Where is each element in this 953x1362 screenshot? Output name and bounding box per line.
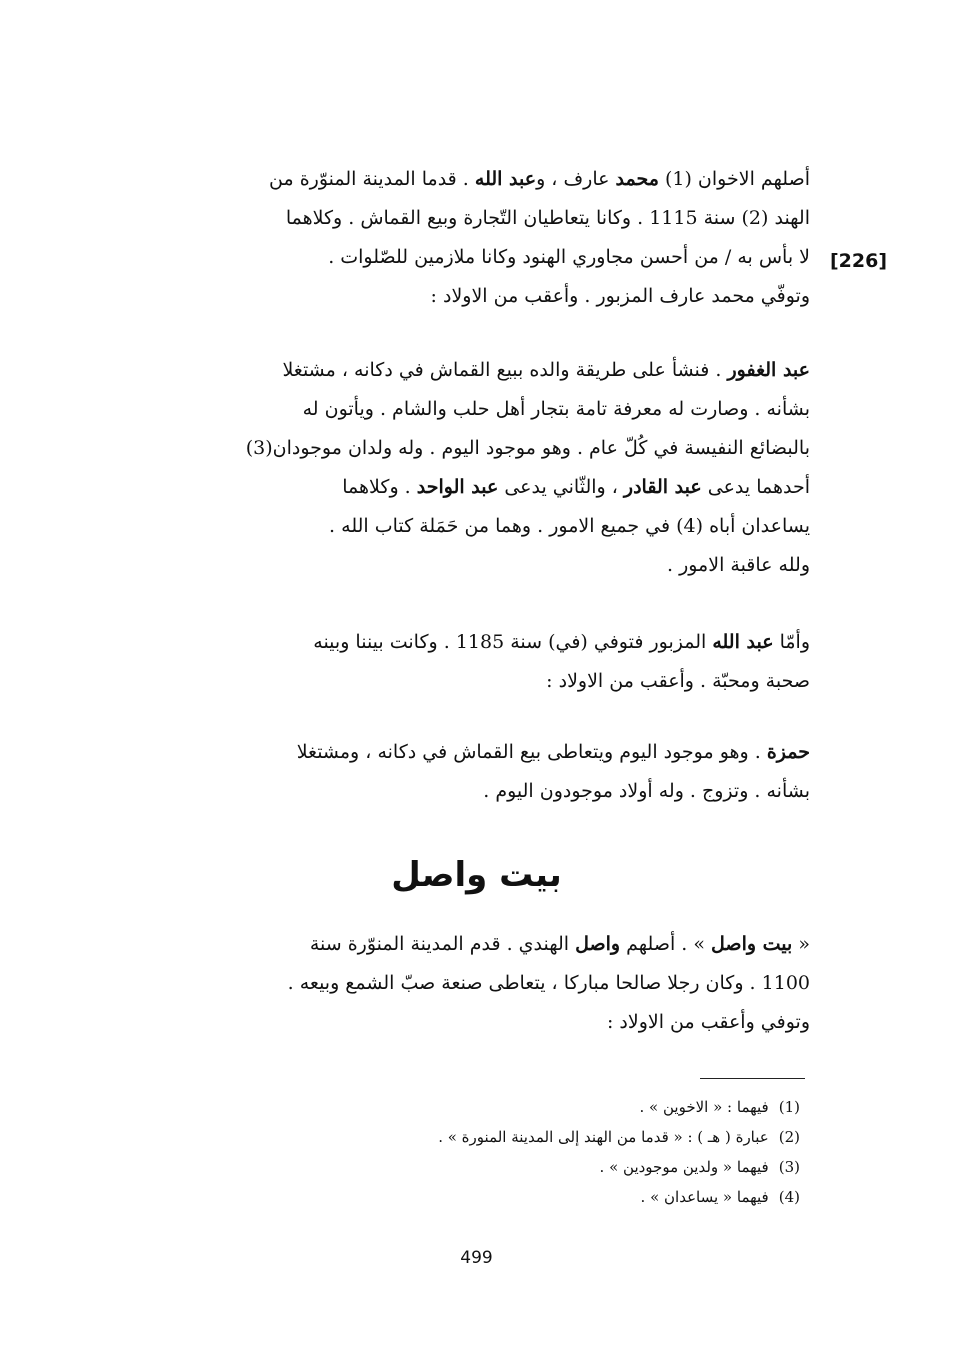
footnote-divider [700, 1078, 805, 1079]
text-line: بالبضائع النفيسة في كُلّ عام . وهو موجود اليوم . وله ولدان موجودان(3) [245, 437, 810, 459]
footnote-text: فيهما : « الاخوين » . [639, 1098, 769, 1116]
footnote [140, 1152, 800, 1182]
footnote [140, 1182, 800, 1212]
text-line: أحدهما يدعى عبد القادر ، والثّاني يدعى عبد الواحد . وكلاهما [342, 476, 810, 498]
text-line: « بيت واصل » . أصلهم واصل الهندي . قدم المدينة المنوّرة سنة [309, 933, 810, 955]
text-line: وتوفي وأعقب من الاولاد : [606, 1011, 810, 1033]
paragraph-1 [140, 160, 810, 316]
text-line: وأمّا عبد الله المزبور فتوفي (في) سنة 1185 . وكانت بيننا وبينه [313, 631, 810, 653]
text-line: يساعدان أباه (4) في جميع الامور . وهما من حَمَلة كتاب الله . [329, 515, 810, 537]
footnote-number: (2) [778, 1128, 800, 1146]
footnote-text: فيهما « يساعدان » . [640, 1188, 769, 1206]
text-line: حمزة . وهو موجود اليوم ويتعاطى بيع القماش في دكانه ، ومشتغلا [296, 741, 810, 763]
page-marker: [226] [830, 250, 888, 272]
text-line: صحبة ومحبّة . وأعقب من الاولاد : [546, 670, 810, 692]
footnote [140, 1122, 800, 1152]
text-line: ولله عاقبة الامور . [666, 554, 810, 576]
text-line: أصلهم الاخوان (1) محمد عارف ، وعبد الله . قدما المدينة المنوّرة من [269, 168, 810, 190]
footnote-text: فيهما « ولدين موجودين » . [599, 1158, 769, 1176]
text-line: لا بأس به / من أحسن مجاوري الهنود وكانا ملازمين للصّلوات . [328, 246, 810, 268]
text-line: 1100 . وكان رجلا صالحا مباركا ، يتعاطى صنعة صبّ الشمع وبيعه . [287, 972, 810, 994]
text-line: بشأنه . وصارت له معرفة تامة بتجار أهل حلب والشام . ويأتون له [302, 398, 810, 420]
paragraph-5 [140, 925, 810, 1042]
footnote-number: (4) [778, 1188, 800, 1206]
footnotes [140, 1092, 800, 1212]
footnote-number: (3) [778, 1158, 800, 1176]
footnote-number: (1) [778, 1098, 800, 1116]
text-line: بشأنه . وتزوج . وله أولاد موجودون اليوم . [483, 780, 810, 802]
paragraph-2 [140, 351, 810, 585]
section-heading: بيت واصل [391, 855, 562, 895]
footnote-text: عبارة ( هـ ) : « قدما من الهند إلى المدينة المنورة » . [438, 1128, 769, 1146]
text-line: وتوفّي محمد عارف المزبور . وأعقب من الاولاد : [430, 285, 810, 307]
footnote [140, 1092, 800, 1122]
paragraph-3 [140, 623, 810, 701]
paragraph-4 [140, 733, 810, 811]
text-line: عبد الغفور . فنشأ على طريقة والده ببيع القماش في دكانه ، مشتغلا [282, 359, 810, 381]
text-line: الهند (2) سنة 1115 . وكانا يتعاطيان التّجارة وبيع القماش . وكلاهما [285, 207, 810, 229]
page-number: 499 [460, 1248, 493, 1268]
